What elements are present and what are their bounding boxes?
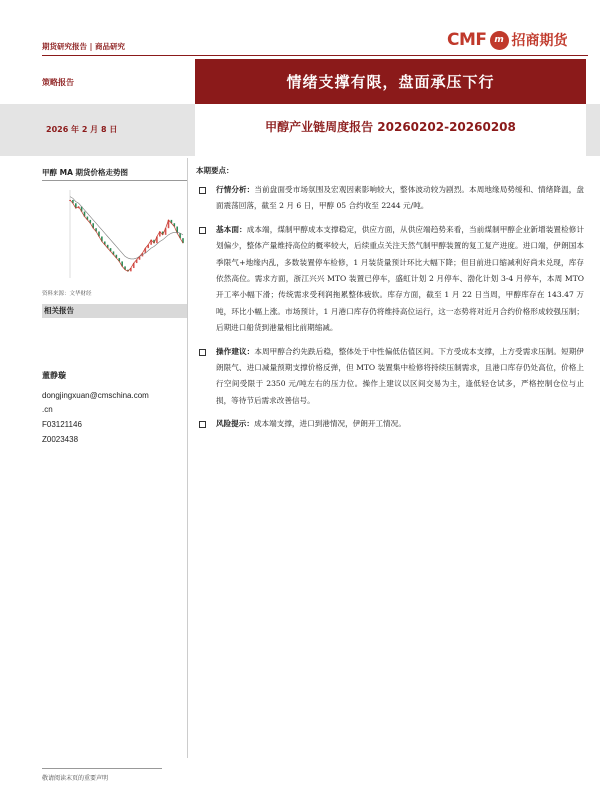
bullet-lead: 基本面： xyxy=(216,224,247,234)
logo-mark-icon: m xyxy=(490,31,509,50)
checkbox-bullet-icon xyxy=(199,349,206,356)
logo-company-name: 招商期货 xyxy=(511,33,568,49)
author-license-z: Z0023438 xyxy=(42,435,79,444)
chart-title: 甲醇 MA 期货价格走势图 xyxy=(42,168,128,177)
report-type-label: 策略报告 xyxy=(42,78,74,87)
bullet-text: 成本端，煤制甲醇成本支撑稳定，供应方面，从供应端趋势来看，当前煤制甲醇企业新增装置检修计划偏少，整体产量维持高位的概率较大，后续重点关注天然气制甲醇装置的复工复产进度。进口端，伊朗国本季限气+地缘内乱，多数装置停车检修，1 月装货量预计环比大幅下降；但目前进口缩减利好尚未兑现，库存依然高位。需求方面，浙江兴兴 MTO 装置已停车，盛虹计划 2 月停车、渤化计划 3-4 月停车，本周 MTO 开工率小幅下滑；传统需求受利润拖累整体疲软。库存方面，截至 1 月 22 日当周，甲醇库存在 143.47 万吨，环比小幅上涨。市场预计，1 月港口库存仍将维持高位运行，这一态势将对近月合约价格形成较强压制；后期进口船货到港量相比前期缩减。 xyxy=(216,224,585,333)
header-divider xyxy=(42,55,588,56)
report-date: 2026 年 2 月 8 日 xyxy=(46,125,118,134)
footer-disclaimer: 敬请阅读末页的重要声明 xyxy=(42,775,109,782)
price-chart-svg xyxy=(42,184,187,284)
price-chart xyxy=(42,184,187,284)
report-title: 甲醇产业链周度报告 20260202-20260208 xyxy=(265,120,516,134)
headline-banner xyxy=(195,59,586,104)
bullet-trading-advice xyxy=(196,344,584,410)
checkbox-bullet-icon xyxy=(199,227,206,234)
bullet-text: 本周甲醇合约先跌后稳，整体处于中性偏低估值区间。下方受成本支撑，上方受需求压制。短期伊朗限气、进口减量预期支撑价格反弹，但 MTO 装置集中检修将持续压制需求，且港口库存仍处高位，价格上行空间受限于 2350 元/吨左右的压力位。操作上建议以区间交易为主，逢低轻仓试多，严格控制仓位与止损，等待节后需求改善信号。 xyxy=(216,346,584,405)
author-email-suffix: .cn xyxy=(42,405,53,414)
bullet-text: 成本端支撑，进口到港情况，伊朗开工情况。 xyxy=(253,419,406,429)
chart-title-rule xyxy=(42,180,187,181)
bullet-lead: 行情分析： xyxy=(216,185,255,194)
section-title: 本期要点： xyxy=(196,166,234,175)
checkbox-bullet-icon xyxy=(199,187,206,194)
company-logo xyxy=(447,28,582,52)
author-license-f: F03121146 xyxy=(42,420,82,429)
checkbox-bullet-icon xyxy=(199,421,206,428)
footer-divider xyxy=(42,768,162,769)
main-content xyxy=(196,165,584,440)
bullet-risk-warning xyxy=(196,416,584,432)
bullet-text: 当前盘面受市场氛围及宏观因素影响较大，整体波动较为剧烈。本周地缘局势缓和、情绪降温，盘面震荡回落，截至 2 月 6 日，甲醇 05 合约收至 2244 元/吨。 xyxy=(216,185,584,211)
chart-source: 资料来源：文华财经 xyxy=(42,291,92,297)
bullet-market-analysis xyxy=(196,182,584,215)
bullet-lead: 操作建议： xyxy=(216,346,255,356)
bullet-lead: 风险提示： xyxy=(216,419,254,429)
report-category-tags: 期货研究报告 | 商品研究 xyxy=(42,42,125,51)
author-email[interactable]: dongjingxuan@cmschina.com xyxy=(42,391,149,400)
related-reports-heading: 相关报告 xyxy=(42,304,187,318)
logo-cmf-text: CMF xyxy=(447,30,487,50)
column-divider xyxy=(187,158,188,758)
headline-text: 情绪支撑有限，盘面承压下行 xyxy=(286,73,495,91)
price-series-line xyxy=(70,200,183,271)
bullet-fundamentals xyxy=(196,222,584,337)
author-name: 董静璇 xyxy=(42,371,66,380)
